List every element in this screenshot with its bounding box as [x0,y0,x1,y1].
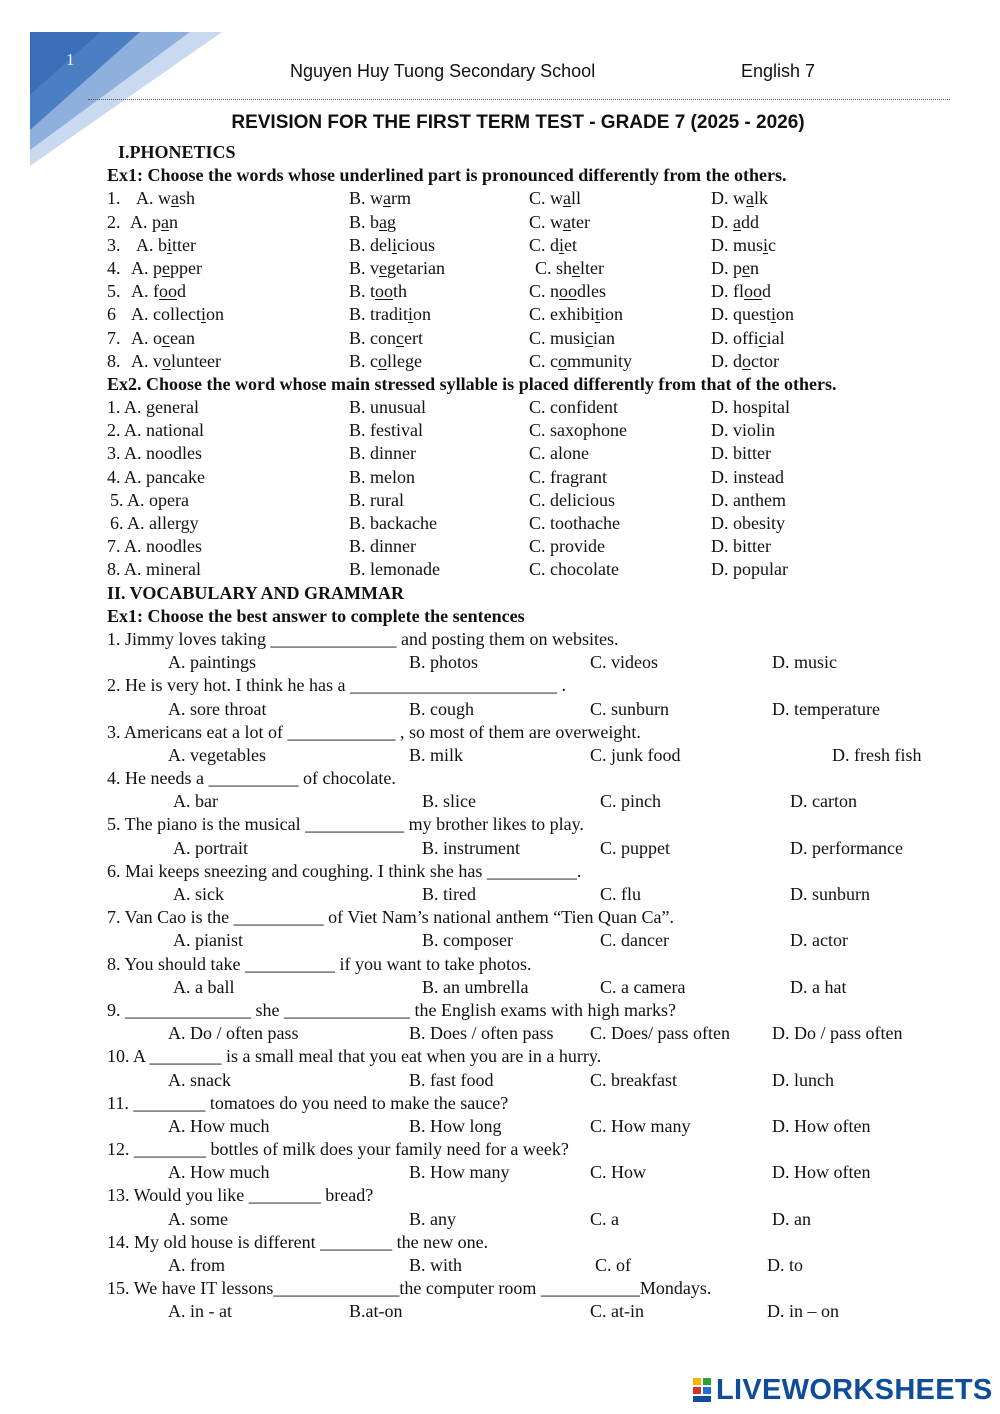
option-a: A. Do / often pass [168,1023,299,1044]
option-b: B. dinner [349,536,416,557]
liveworksheets-logo-text: LIVEWORKSHEETS [716,1373,993,1406]
option-d: D. popular [711,559,788,580]
option-a: A. portrait [173,837,248,858]
answer-options [0,744,1000,767]
question-number: 4. [107,257,121,278]
option-d: D. hospital [711,397,790,418]
option-b: B. dinner [349,443,416,464]
option-c: C. musician [529,327,616,348]
question-number: 7. [107,327,121,348]
option-c: C. provide [529,536,605,557]
answer-options [0,698,1000,721]
option-a: 7. A. noodles [107,536,203,557]
phonetics-ex2-row [0,442,1000,465]
option-c: C. a camera [600,976,686,997]
option-d: D. sunburn [790,884,870,904]
option-a: A. collection [131,304,224,325]
option-a: A. snack [168,1069,231,1090]
option-a: A. paintings [168,652,256,673]
question-stem [0,1138,1000,1161]
question-stem [0,628,1000,651]
answer-options [0,1069,1000,1092]
option-a: 8. A. mineral [107,559,201,580]
option-c: C. a [590,1208,619,1229]
question-stem [0,1277,1000,1300]
option-c: C. saxophone [529,420,627,441]
option-b: B. vegetarian [349,257,445,278]
phonetics-ex1-row [0,303,1000,326]
option-d: D. a hat [790,976,847,997]
option-a: 3. A. noodles [107,443,203,464]
option-c: C. community [529,350,633,371]
option-d: D. flood [711,281,771,302]
option-a: A. vegetables [168,744,266,765]
page-number: 1 [66,50,75,69]
option-c: C. fragrant [529,466,607,487]
option-d: D. official [711,327,785,348]
option-a: 6. A. allergy [110,513,199,533]
option-d: D. How often [772,1162,871,1183]
question-text: 15. We have IT lessons______________the computer room ___________Mondays. [107,1278,712,1299]
option-d: D. performance [790,837,903,858]
option-a: A. ocean [131,327,195,348]
answer-options [0,1208,1000,1231]
option-a: A. pepper [131,257,202,278]
question-stem [0,1045,1000,1068]
question-stem [0,1092,1000,1115]
option-d: D. actor [790,930,848,951]
option-c: C. videos [590,652,659,673]
phonetics-ex1-row [0,280,1000,303]
question-text: 14. My old house is different ________ the new one. [107,1231,489,1252]
option-d: D. add [711,211,759,232]
option-d: D. question [711,304,795,325]
option-b: B. tradition [349,304,432,325]
vocab-ex1-instruction: Ex1: Choose the best answer to complete the sentences [107,605,525,626]
option-b: B. tired [422,884,476,904]
question-number: 3. [107,234,121,255]
phonetics-ex2-row [0,489,1000,512]
option-b: B. lemonade [349,559,440,580]
question-stem [0,674,1000,697]
option-c: C. junk food [590,744,681,765]
option-a: 4. A. pancake [107,466,205,487]
option-a: A. pan [130,211,178,232]
answer-options [0,651,1000,674]
option-c: C. water [529,211,590,232]
option-a: A. bar [173,791,218,812]
option-a: A. a ball [173,976,235,997]
question-text: 9. ______________ she ______________ the English exams with high marks? [107,999,676,1020]
question-stem [0,953,1000,976]
question-text: 4. He needs a __________ of chocolate. [107,768,396,789]
option-c: C. of [595,1255,631,1275]
option-a: 2. A. national [107,420,204,441]
question-text: 6. Mai keeps sneezing and coughing. I think she has __________. [107,860,582,881]
option-d: D. bitter [711,536,771,557]
answer-options [0,1115,1000,1138]
ex2-instruction: Ex2. Choose the word whose main stressed syllable is placed differently from that of the others. [107,373,837,394]
option-d: D. pen [711,257,759,278]
option-a: 5. A. opera [110,489,189,510]
option-d: D. walk [711,188,769,209]
option-d: D. Do / pass often [772,1023,903,1044]
option-a: A. How much [168,1162,270,1183]
option-d: D. doctor [711,350,779,371]
liveworksheets-logo [692,1372,993,1408]
option-c: C. breakfast [590,1069,677,1090]
phonetics-ex2-list [0,396,1000,582]
option-b: B. composer [422,930,513,951]
option-b: B. How many [409,1162,510,1183]
option-d: D. temperature [772,698,880,719]
school-name: Nguyen Huy Tuong Secondary School [290,61,596,81]
phonetics-ex1-row [0,187,1000,210]
question-number: 8. [107,350,121,371]
option-c: C. puppet [600,837,670,858]
question-text: 1. Jimmy loves taking ______________ and posting them on websites. [107,628,619,649]
option-b: B. milk [409,744,464,765]
option-b: B. with [409,1255,463,1275]
option-b: B. concert [349,327,423,348]
section-heading-vocabulary: II. VOCABULARY AND GRAMMAR [107,582,405,603]
option-c: C. flu [600,884,642,904]
question-stem [0,906,1000,929]
question-text: 7. Van Cao is the __________ of Viet Nam’s national anthem “Tien Quan Ca”. [107,907,675,928]
phonetics-ex1-row [0,234,1000,257]
option-c: C. diet [529,234,578,255]
option-a: A. in - at [168,1301,232,1322]
liveworksheets-logo-icon [692,1377,712,1403]
question-text: 2. He is very hot. I think he has a _______________________ . [107,675,566,696]
option-b: B. an umbrella [422,976,529,997]
option-b: B. any [409,1208,456,1229]
option-a: A. bitter [136,234,197,255]
option-b: B. backache [349,513,437,533]
answer-options [0,976,1000,999]
phonetics-ex1-row [0,211,1000,234]
question-text: 10. A ________ is a small meal that you eat when you are in a hurry. [107,1046,602,1067]
question-number: 5. [107,281,121,302]
option-a: A. sore throat [168,698,267,719]
option-b: B. tooth [349,281,408,302]
option-c: C. chocolate [529,559,619,580]
answer-options [0,1161,1000,1184]
question-stem [0,1184,1000,1207]
option-c: C. toothache [529,513,620,533]
ex1-instruction: Ex1: Choose the words whose underlined part is pronounced differently from the others. [107,165,787,186]
answer-options [0,1254,1000,1277]
option-b: B. bag [349,211,397,232]
subject-name: English 7 [741,61,816,81]
option-d: D. in – on [767,1301,839,1322]
option-d: D. carton [790,791,857,812]
option-c: C. alone [529,443,589,464]
option-d: D. lunch [772,1069,834,1090]
option-b: B. instrument [422,837,520,858]
option-c: C. exhibition [529,304,624,325]
phonetics-ex2-row [0,466,1000,489]
answer-options [0,883,1000,906]
option-a: A. pianist [173,930,243,951]
question-text: 13. Would you like ________ bread? [107,1185,374,1206]
question-number: 6 [107,304,116,325]
option-a: A. food [131,281,186,302]
question-stem [0,1231,1000,1254]
option-d: D. music [711,234,777,255]
option-b: B. slice [422,791,476,812]
phonetics-ex1-row [0,350,1000,373]
option-c: C. confident [529,397,618,418]
option-b: B. festival [349,420,423,441]
option-b: B.at-on [349,1301,403,1322]
header-divider [88,99,950,100]
question-text: 12. ________ bottles of milk does your family need for a week? [107,1139,569,1160]
option-a: A. wash [136,188,196,209]
question-stem [0,721,1000,744]
phonetics-ex1-row [0,327,1000,350]
phonetics-ex2-row [0,558,1000,581]
option-a: A. from [168,1255,225,1275]
option-c: C. How many [590,1115,691,1136]
option-d: D. to [767,1255,803,1275]
option-c: C. sunburn [590,698,670,719]
option-d: D. an [772,1208,811,1229]
phonetics-ex2-row [0,512,1000,535]
option-d: D. fresh fish [832,744,922,765]
worksheet-body [0,141,1000,1324]
option-b: B. college [349,350,422,371]
answer-options [0,929,1000,952]
option-c: C. wall [529,188,582,209]
option-c: C. at-in [590,1301,644,1322]
option-b: B. Does / often pass [409,1023,554,1044]
option-a: A. sick [173,884,224,904]
question-text: 5. The piano is the musical ___________ my brother likes to play. [107,814,584,835]
question-stem [0,860,1000,883]
option-b: B. delicious [349,234,436,255]
option-a: A. How much [168,1115,270,1136]
option-c: C. noodles [529,281,607,302]
question-text: 3. Americans eat a lot of ____________ , so most of them are overweight. [107,721,641,742]
question-stem [0,767,1000,790]
option-d: D. How often [772,1115,871,1136]
option-c: C. shelter [535,257,605,278]
phonetics-ex1-row [0,257,1000,280]
option-b: B. photos [409,652,479,673]
vocabulary-question-list [0,628,1000,1324]
option-a: A. some [168,1208,228,1229]
option-c: C. Does/ pass often [590,1023,730,1044]
option-c: C. dancer [600,930,669,951]
question-number: 2. [107,211,121,232]
option-b: B. fast food [409,1069,494,1090]
option-d: D. instead [711,466,784,487]
option-a: 1. A. general [107,397,199,418]
option-d: D. bitter [711,443,771,464]
question-stem [0,813,1000,836]
option-a: A. volunteer [131,350,221,371]
option-d: D. obesity [711,513,785,533]
question-text: 11. ________ tomatoes do you need to make the sauce? [107,1092,509,1113]
phonetics-ex2-row [0,535,1000,558]
section-heading-phonetics: I.PHONETICS [118,142,236,162]
answer-options [0,790,1000,813]
option-c: C. How [590,1162,647,1183]
option-b: B. How long [409,1115,502,1136]
answer-options [0,1300,1000,1323]
phonetics-ex2-row [0,419,1000,442]
question-stem [0,999,1000,1022]
answer-options [0,1022,1000,1045]
option-b: B. unusual [349,397,427,418]
answer-options [0,837,1000,860]
phonetics-ex1-list [0,187,1000,373]
phonetics-ex2-row [0,396,1000,419]
option-c: C. pinch [600,791,661,812]
option-b: B. cough [409,698,474,719]
option-b: B. rural [349,489,404,510]
option-b: B. melon [349,466,415,487]
option-c: C. delicious [529,489,615,510]
option-d: D. anthem [711,489,786,510]
option-d: D. violin [711,420,776,441]
page-title: REVISION FOR THE FIRST TERM TEST - GRADE 7 (2025 - 2026) [231,112,805,133]
option-d: D. music [772,652,837,673]
question-text: 8. You should take __________ if you want to take photos. [107,953,532,974]
question-number: 1. [107,188,121,209]
option-b: B. warm [349,188,412,209]
